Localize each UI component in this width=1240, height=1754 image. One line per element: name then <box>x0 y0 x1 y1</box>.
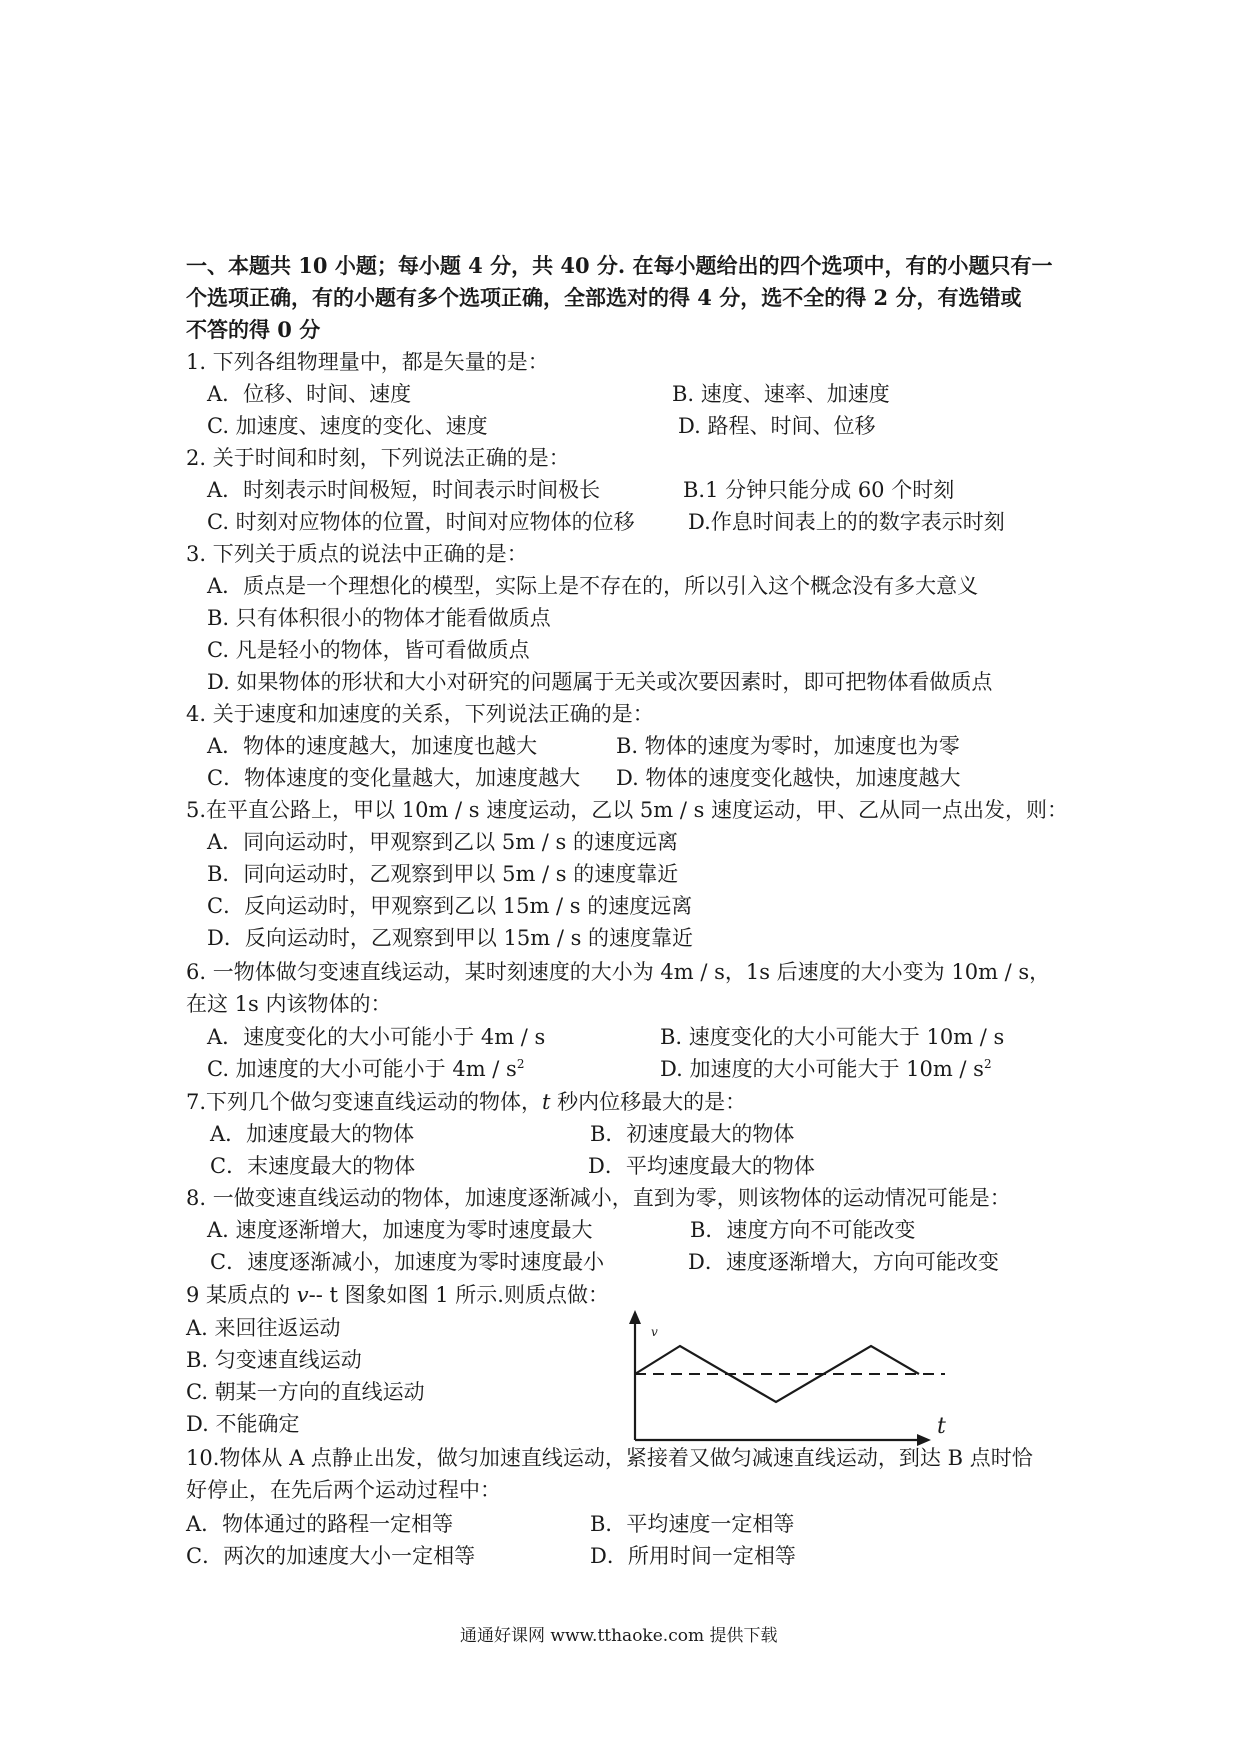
question-5-option-d: D．反向运动时，乙观察到甲以 15m / s 的速度靠近 <box>207 926 694 950</box>
question-1-option-b: B. 速度、速率、加速度 <box>672 382 890 406</box>
question-7-option-c: C．末速度最大的物体 <box>210 1154 416 1178</box>
question-4-stem: 4. 关于速度和加速度的关系，下列说法正确的是： <box>186 702 654 726</box>
question-6-option-c: C. 加速度的大小可能小于 $4m / s^2$ <box>207 1057 525 1081</box>
question-4-option-d: D. 物体的速度变化越快，加速度越大 <box>616 766 961 790</box>
question-1-option-a: A．位移、时间、速度 <box>207 382 412 406</box>
question-7-option-d: D．平均速度最大的物体 <box>588 1154 815 1178</box>
section-heading-line-2: 个选项正确，有的小题有多个选项正确，全部选对的得 4 分，选不全的得 2 分，有选错或 <box>186 285 1022 310</box>
question-6-option-b: B. 速度变化的大小可能大于 10m / s <box>660 1025 1005 1049</box>
question-10-stem-line-2: 好停止，在先后两个运动过程中： <box>186 1478 501 1502</box>
question-3-option-b: B. 只有体积很小的物体才能看做质点 <box>207 606 551 630</box>
section-heading-line-3: 不答的得 0 分 <box>186 317 321 342</box>
question-3-option-a: A．质点是一个理想化的模型，实际上是不存在的，所以引入这个概念没有多大意义 <box>207 574 979 598</box>
graph-v-label: v <box>651 1325 658 1339</box>
question-9-option-d: D. 不能确定 <box>186 1412 300 1436</box>
question-5-option-b: B．同向运动时，乙观察到甲以 5m / s 的速度靠近 <box>207 862 679 886</box>
question-2-stem: 2. 关于时间和时刻，下列说法正确的是： <box>186 446 570 470</box>
question-3-stem: 3. 下列关于质点的说法中正确的是： <box>186 542 528 566</box>
question-6-option-d: D. 加速度的大小可能大于 $10m / s^2$ <box>660 1057 992 1081</box>
question-3-option-d: D. 如果物体的形状和大小对研究的问题属于无关或次要因素时，即可把物体看做质点 <box>207 670 993 694</box>
question-5-option-c: C．反向运动时，甲观察到乙以 15m / s 的速度远离 <box>207 894 693 918</box>
question-2-option-b: B.1 分钟只能分成 60 个时刻 <box>683 478 955 502</box>
question-10-option-a: A．物体通过的路程一定相等 <box>186 1512 454 1536</box>
velocity-time-graph <box>625 1310 975 1465</box>
question-9-option-c: C. 朝某一方向的直线运动 <box>186 1380 425 1404</box>
question-6-stem-line-1: 6. 一物体做匀变速直线运动，某时刻速度的大小为 4m / s，1s 后速度的大小变为 10m / s， <box>186 960 1051 984</box>
question-2-option-d: D.作息时间表上的的数字表示时刻 <box>688 510 1005 534</box>
question-8-stem: 8. 一做变速直线运动的物体，加速度逐渐减小，直到为零，则该物体的运动情况可能是： <box>186 1186 1011 1210</box>
question-4-option-c: C．物体速度的变化量越大，加速度越大 <box>207 766 581 790</box>
section-heading-line-1: 一、本题共 10 小题；每小题 4 分，共 40 分. 在每小题给出的四个选项中，有的小题只有一 <box>186 253 1053 278</box>
footer-download-note: 通通好课网 www.tthaoke.com 提供下载 <box>460 1626 778 1646</box>
question-2-option-a: A．时刻表示时间极短，时间表示时间极长 <box>207 478 601 502</box>
question-6-option-a: A．速度变化的大小可能小于 4m / s <box>207 1025 546 1049</box>
question-7-option-b: B．初速度最大的物体 <box>590 1122 795 1146</box>
question-1-option-d: D. 路程、时间、位移 <box>678 414 876 438</box>
question-1-stem: 1. 下列各组物理量中，都是矢量的是： <box>186 350 549 374</box>
question-3-option-c: C. 凡是轻小的物体，皆可看做质点 <box>207 638 530 662</box>
question-7-stem: 7.下列几个做匀变速直线运动的物体，t 秒内位移最大的是： <box>186 1090 747 1114</box>
question-8-option-b: B．速度方向不可能改变 <box>690 1218 916 1242</box>
question-8-option-c: C．速度逐渐减小，加速度为零时速度最小 <box>210 1250 605 1274</box>
question-10-option-b: B．平均速度一定相等 <box>590 1512 795 1536</box>
question-1-option-c: C. 加速度、速度的变化、速度 <box>207 414 488 438</box>
question-9-stem: 9 某质点的 v-- t 图象如图 1 所示.则质点做： <box>186 1283 609 1307</box>
question-10-option-c: C．两次的加速度大小一定相等 <box>186 1544 476 1568</box>
graph-v-axis-arrow <box>629 1310 641 1324</box>
question-10-stem-line-1: 10.物体从 A 点静止出发，做匀加速直线运动，紧接着又做匀减速直线运动，到达 B 点时恰 <box>186 1446 1033 1470</box>
graph-t-label: t <box>937 1414 946 1439</box>
question-4-option-b: B. 物体的速度为零时，加速度也为零 <box>616 734 960 758</box>
question-8-option-d: D．速度逐渐增大，方向可能改变 <box>688 1250 999 1274</box>
question-4-option-a: A．物体的速度越大，加速度也越大 <box>207 734 538 758</box>
question-8-option-a: A. 速度逐渐增大，加速度为零时速度最大 <box>207 1218 593 1242</box>
question-6-stem-line-2: 在这 1s 内该物体的： <box>186 992 392 1016</box>
question-5-option-a: A．同向运动时，甲观察到乙以 5m / s 的速度远离 <box>207 830 678 854</box>
question-10-option-d: D．所用时间一定相等 <box>590 1544 796 1568</box>
question-9-option-a: A. 来回往返运动 <box>186 1316 341 1340</box>
question-5-stem: 5.在平直公路上，甲以 10m / s 速度运动，乙以 5m / s 速度运动，甲、乙从同一点出发，则： <box>186 798 1069 822</box>
question-7-option-a: A．加速度最大的物体 <box>210 1122 415 1146</box>
question-2-option-c: C. 时刻对应物体的位置，时间对应物体的位移 <box>207 510 635 534</box>
question-9-option-b: B. 匀变速直线运动 <box>186 1348 362 1372</box>
